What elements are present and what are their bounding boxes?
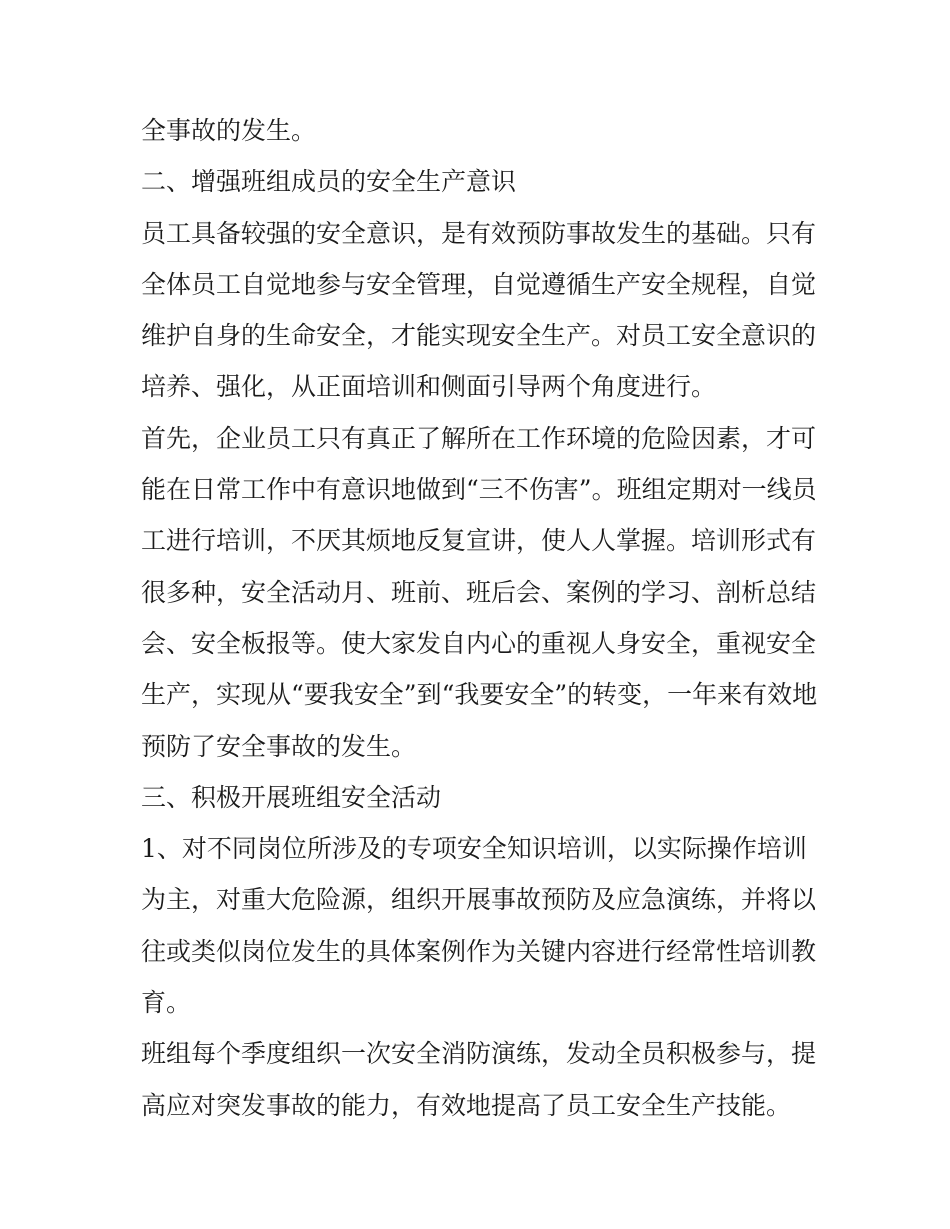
text-line: 能在日常工作中有意识地做到“三不伤害”。班组定期对一线员 (141, 475, 817, 505)
text-line: 员工具备较强的安全意识，是有效预防事故发生的基础。只有 (141, 218, 817, 248)
text-line: 工进行培训，不厌其烦地反复宣讲，使人人掌握。培训形式有 (141, 526, 817, 556)
text-line: 会、安全板报等。使大家发自内心的重视人身安全，重视安全 (141, 628, 817, 658)
text-line: 预防了安全事故的发生。 (141, 731, 417, 761)
section-heading: 二、增强班组成员的安全生产意识 (141, 167, 517, 197)
text-line: 维护自身的生命安全，才能实现安全生产。对员工安全意识的 (141, 321, 817, 351)
text-line: 育。 (141, 988, 192, 1018)
text-line: 班组每个季度组织一次安全消防演练，发动全员积极参与，提 (141, 1039, 817, 1069)
text-line: 培养、强化，从正面培训和侧面引导两个角度进行。 (141, 372, 717, 402)
document-body (141, 105, 818, 1131)
text-line: 生产，实现从“要我安全”到“我要安全”的转变，一年来有效地 (141, 680, 818, 710)
text-line: 往或类似岗位发生的具体案例作为关键内容进行经常性培训教 (141, 936, 817, 966)
text-line: 全体员工自觉地参与安全管理，自觉遵循生产安全规程，自觉 (141, 269, 817, 299)
text-line: 首先，企业员工只有真正了解所在工作环境的危险因素，才可 (141, 423, 817, 453)
text-line: 全事故的发生。 (141, 116, 317, 145)
text-line: 为主，对重大危险源，组织开展事故预防及应急演练，并将以 (141, 885, 817, 915)
text-line: 1、对不同岗位所涉及的专项安全知识培训，以实际操作培训 (141, 834, 807, 864)
section-heading: 三、积极开展班组安全活动 (141, 782, 442, 812)
text-line: 高应对突发事故的能力，有效地提高了员工安全生产技能。 (141, 1090, 792, 1120)
text-line: 很多种，安全活动月、班前、班后会、案例的学习、剖析总结 (141, 577, 817, 607)
